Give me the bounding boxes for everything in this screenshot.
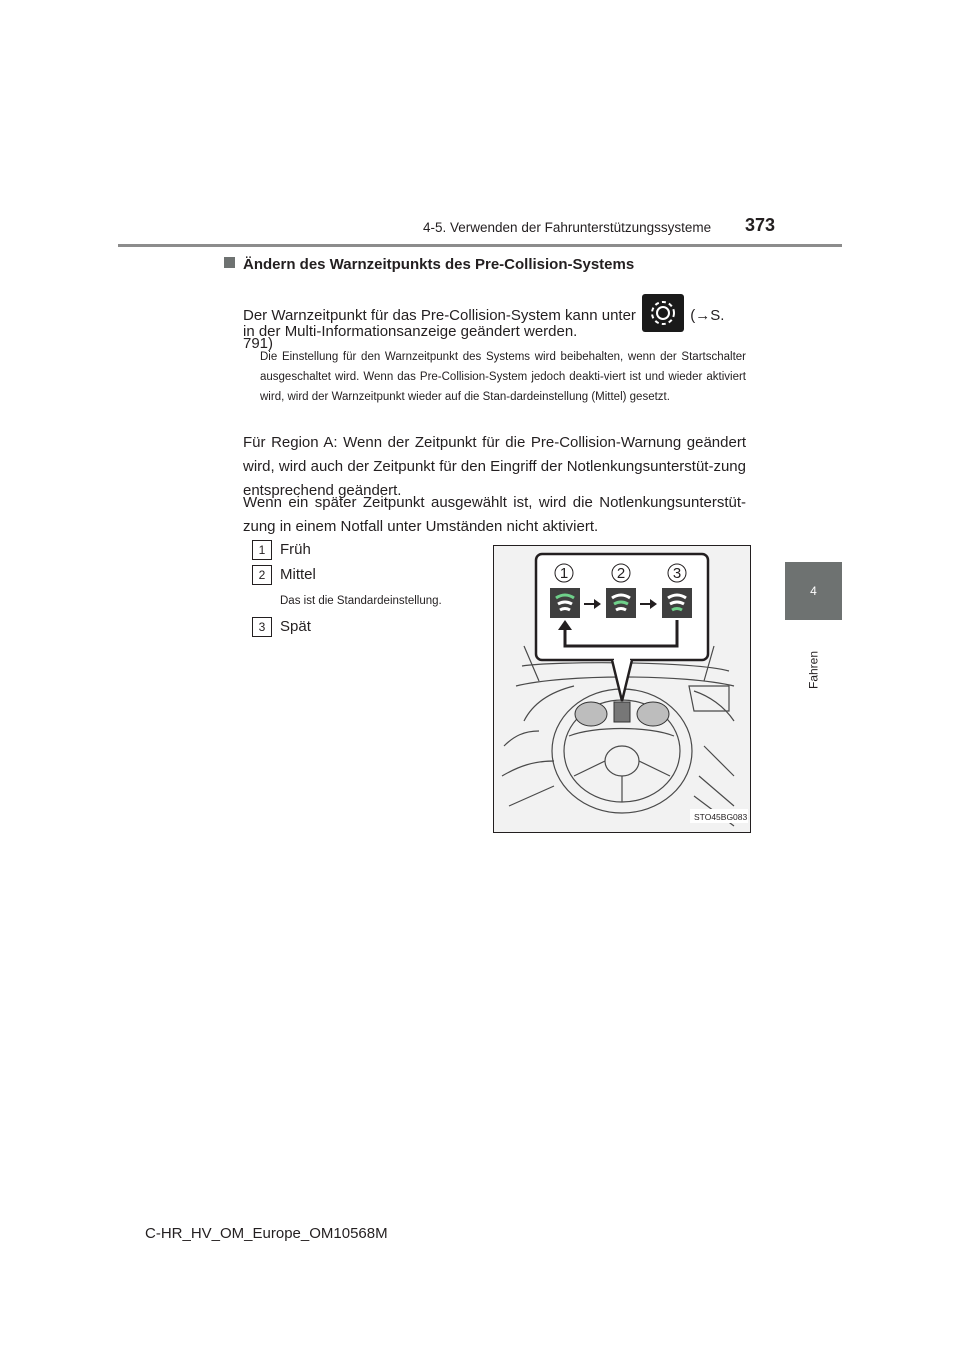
header-section: 4-5. Verwenden der Fahrunterstützungssysteme — [423, 220, 712, 235]
figure-callout-2: 2 — [616, 565, 626, 582]
timing-icon-early — [550, 588, 580, 618]
option-3-label: Spät — [280, 618, 311, 635]
header-rule — [118, 244, 842, 247]
option-1-label: Früh — [280, 541, 311, 558]
settings-note: Die Einstellung für den Warnzeitpunkt des Systems wird beibehalten, wenn der Startschalter ausgeschaltet wird. Wenn das Pre-Collision-System jedoch deakti-viert ist und wieder aktiviert wird, wird der Warnzeitpunkt wieder auf die Stan-dardeinstellung (Mittel) gesetzt. — [260, 351, 746, 403]
timing-icon-medium — [606, 588, 636, 618]
page-number: 373 — [745, 215, 776, 235]
section-bullet-icon — [224, 257, 235, 268]
paragraph-1-before-icon: Der Warnzeitpunkt für das Pre-Collision-System kann unter — [243, 307, 636, 324]
steering-display-illustration — [494, 546, 750, 832]
option-3-number: 3 — [252, 617, 272, 637]
chapter-number: 4 — [810, 584, 817, 598]
footer-document-id: C-HR_HV_OM_Europe_OM10568M — [145, 1225, 388, 1242]
section-title-text: Ändern des Warnzeitpunkts des Pre-Collision-Systems — [243, 256, 635, 273]
option-1-number: 1 — [252, 540, 272, 560]
option-2-label: Mittel — [280, 566, 316, 583]
chapter-label: Fahren — [806, 650, 821, 690]
figure-callout-3: 3 — [672, 565, 682, 582]
option-2-note: Das ist die Standardeinstellung. — [280, 595, 442, 607]
chapter-tab — [785, 562, 842, 620]
figure-code: STO45BG083 — [694, 812, 748, 822]
illustration-figure — [493, 545, 751, 833]
timing-icon-late — [662, 588, 692, 618]
option-2-number: 2 — [252, 565, 272, 585]
paragraph-1-after-icon: (→S. 791) — [243, 307, 725, 352]
section-title — [224, 256, 634, 273]
paragraph-3: Wenn ein später Zeitpunkt ausgewählt ist, wird die Notlenkungsunterstüt-zung in einem Notfall unter Umständen nicht aktiviert. — [243, 494, 746, 535]
paragraph-2: Für Region A: Wenn der Zeitpunkt für die Pre-Collision-Warnung geändert wird, wird auch der Zeitpunkt für den Eingriff der Notlenkungsunterstüt-zung entsprechend geändert. — [243, 434, 746, 499]
paragraph-1-line-2: in der Multi-Informationsanzeige geändert werden. — [243, 323, 578, 340]
figure-callout-1: 1 — [559, 565, 569, 582]
